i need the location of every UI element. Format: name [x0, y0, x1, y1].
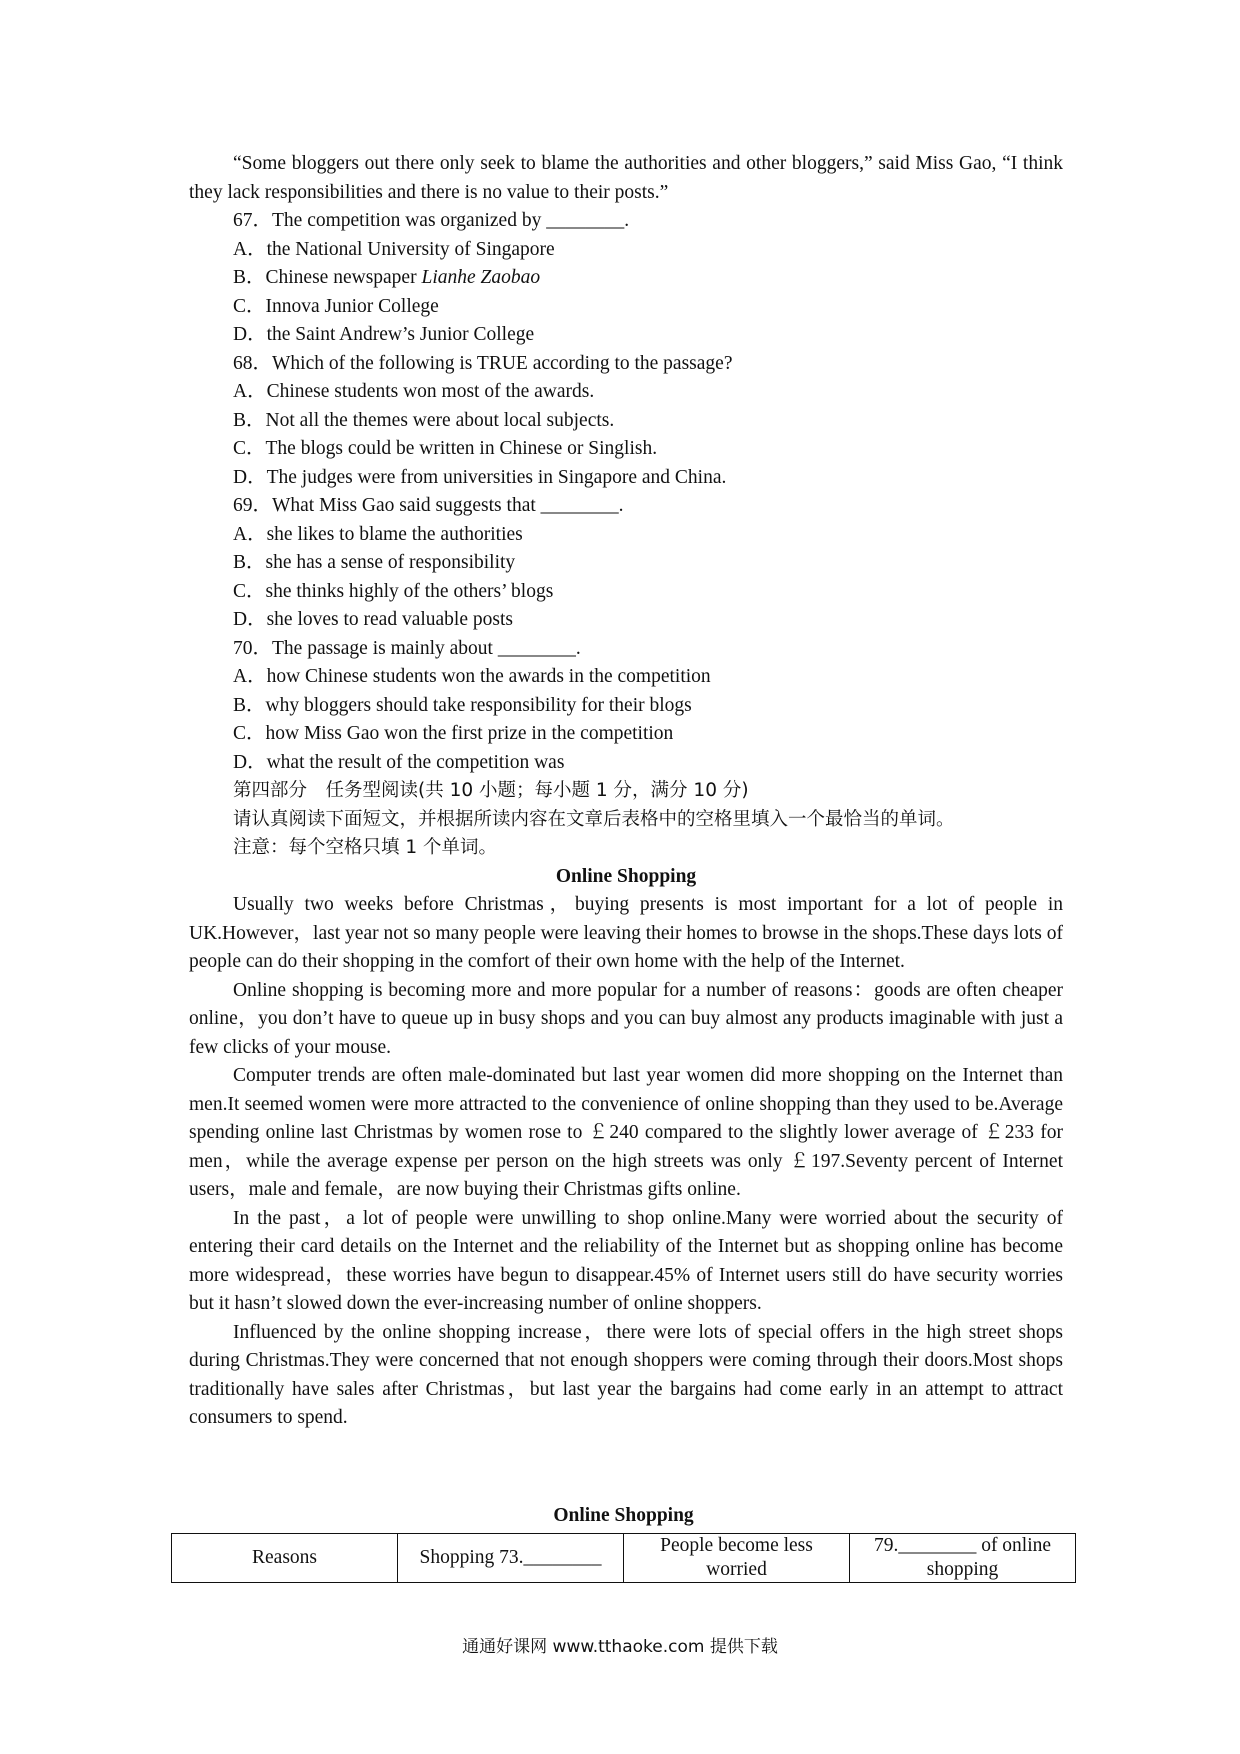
passage-title: Online Shopping: [555, 865, 697, 887]
option-b-text: B．Chinese newspaper: [233, 267, 422, 288]
option-d: D．The judges were from universities in Singapore and China.: [233, 466, 727, 488]
option-b: B．she has a sense of responsibility: [233, 552, 516, 573]
footer-credit: 通通好课网 www.tthaoke.com 提供下载: [462, 1637, 778, 1657]
passage-paragraph: Online shopping is becoming more and more popular for a number of reasons：goods are often cheaper online，you don’t have to queue up in busy shops and you can buy almost any products imaginable with just a few clicks of your mouse.: [189, 979, 1063, 1058]
quote-paragraph: “Some bloggers out there only seek to blame the authorities and other bloggers,” said Miss Gao, “I think they lack responsibilities and there is no value to their posts.”: [189, 153, 1063, 203]
section-instruction: 请认真阅读下面短文，并根据所读内容在文章后表格中的空格里填入一个最恰当的单词。: [233, 808, 955, 830]
option-b: [189, 264, 1063, 293]
exam-page: [189, 150, 1063, 1433]
question-70: [189, 635, 1063, 778]
passage-paragraph: Influenced by the online shopping increase，there were lots of special offers in the high street shops during Christmas.They were concerned that not enough shoppers were coming through their doors.Most shops traditionally have sales after Christmas，but last year the bargains had come early in an attempt to attract consumers to spend.: [189, 1321, 1063, 1428]
section-heading: 第四部分 任务型阅读(共 10 小题；每小题 1 分，满分 10 分): [233, 780, 749, 801]
option-c: C．how Miss Gao won the first prize in the competition: [233, 723, 674, 744]
option-d: D．the Saint Andrew’s Junior College: [233, 324, 535, 345]
task-table: [171, 1533, 1076, 1583]
table-cell-worried: People become less worried: [624, 1534, 850, 1583]
option-b: B．Not all the themes were about local subjects.: [233, 409, 615, 431]
option-b: B．why bloggers should take responsibility for their blogs: [233, 694, 692, 716]
question-stem: 70．The passage is mainly about ________.: [233, 637, 581, 659]
question-67: [189, 207, 1063, 350]
question-stem: 69．What Miss Gao said suggests that ________.: [233, 495, 624, 516]
option-a: A．she likes to blame the authorities: [233, 523, 523, 545]
passage-paragraph: Computer trends are often male-dominated but last year women did more shopping on the Internet than men.It seemed women were more attracted to the convenience of online shopping than they used to be.Average spending online last Christmas by women rose to ￡240 compared to the slightly lower average of ￡233 for men，while the average expense per person on the high streets was only ￡197.Seventy percent of Internet users，male and female，are now buying their Christmas gifts online.: [189, 1065, 1063, 1200]
option-d: D．she loves to read valuable posts: [233, 609, 513, 630]
newspaper-name: Lianhe Zaobao: [421, 267, 541, 288]
passage-paragraph: In the past，a lot of people were unwilling to shop online.Many were worried about the security of entering their card details on the Internet and the reliability of the Internet but as shopping online has become more widespread，these worries have begun to disappear.45% of Internet users still do have security worries but it hasn’t slowed down the ever-increasing number of online shoppers.: [189, 1207, 1063, 1314]
table-title: Online Shopping: [553, 1505, 694, 1526]
option-a: A．how Chinese students won the awards in the competition: [233, 666, 711, 687]
option-a: A．the National University of Singapore: [233, 238, 555, 260]
option-c: C．she thinks highly of the others’ blogs: [233, 580, 554, 602]
table-cell-reasons: Reasons: [172, 1534, 398, 1583]
passage-paragraph: Usually two weeks before Christmas，buying presents is most important for a lot of people in UK.However，last year not so many people were leaving their homes to browse in the shops.These days lots of people can do their shopping in the comfort of their own home with the help of the Internet.: [189, 894, 1063, 972]
option-a: A．Chinese students won most of the awards.: [233, 381, 595, 402]
section-note: 注意：每个空格只填 1 个单词。: [233, 837, 498, 858]
option-c: C．The blogs could be written in Chinese or Singlish.: [233, 438, 658, 459]
question-stem: 68．Which of the following is TRUE according to the passage?: [233, 352, 733, 374]
option-d: D．what the result of the competition was: [233, 751, 565, 773]
question-stem: 67．The competition was organized by ________.: [233, 210, 630, 231]
table-row: [172, 1534, 1076, 1583]
question-69: [189, 492, 1063, 635]
option-c: C．Innova Junior College: [233, 295, 439, 317]
table-cell-blank-73: Shopping 73.________: [398, 1534, 624, 1583]
table-cell-blank-79: 79.________ of online shopping: [850, 1534, 1076, 1583]
question-68: [189, 350, 1063, 493]
